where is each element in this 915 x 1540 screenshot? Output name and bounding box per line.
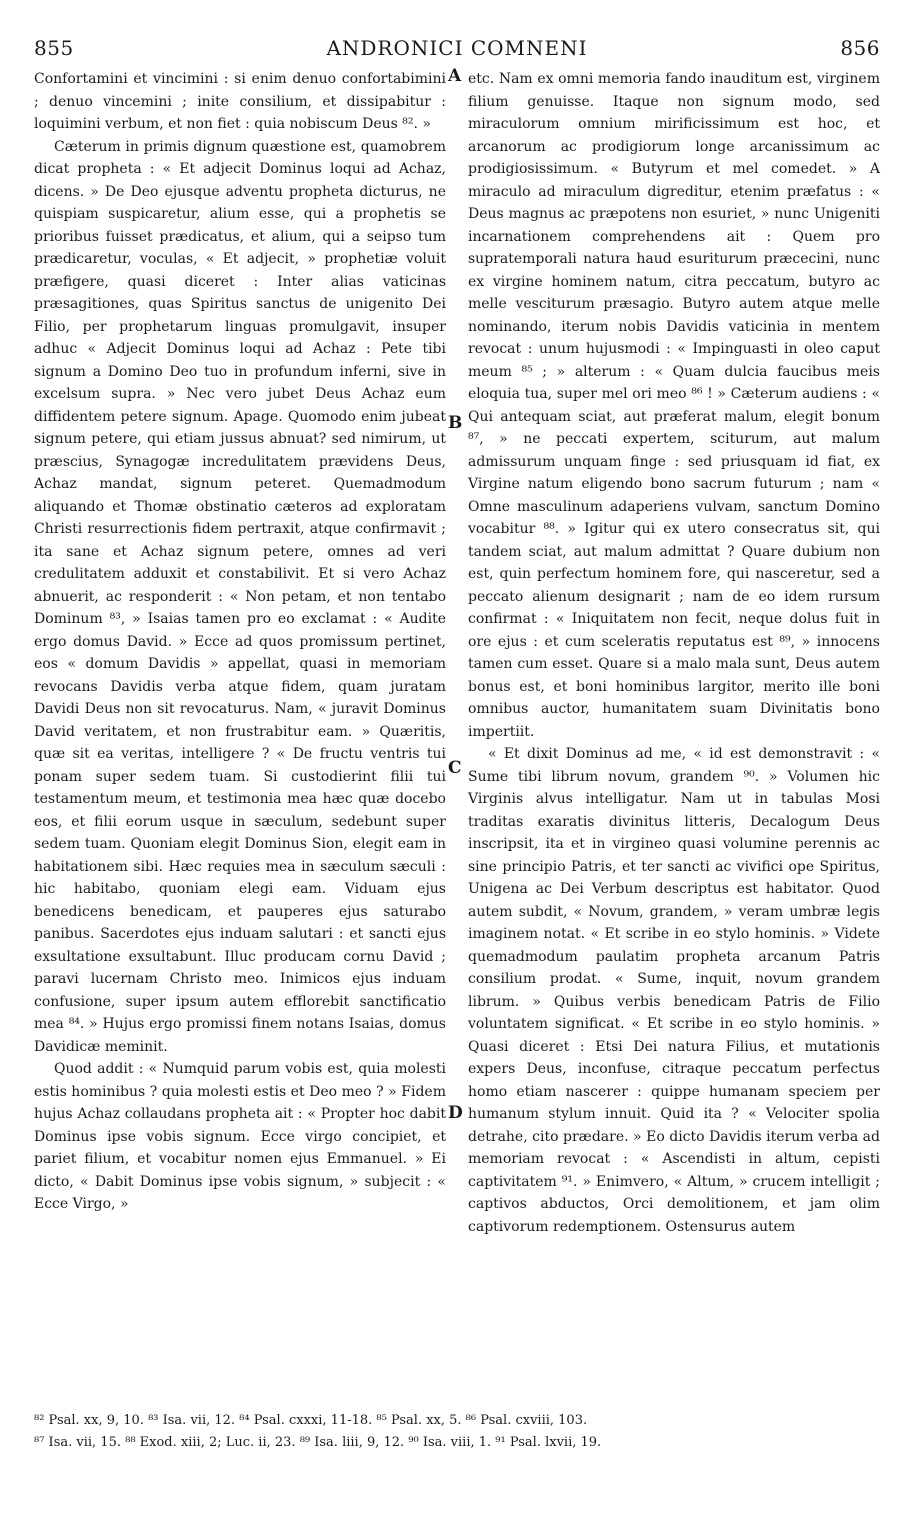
left-page-number: 855: [34, 36, 74, 60]
margin-letter-a: A: [448, 66, 462, 86]
right-paragraph-1: etc. Nam ex omni memoria fando inauditum est, virginem filium genuisse. Itaque non signum modo, sed miraculorum omnium mirificissimum est hoc, et arcanorum ac prodigiorum longe arcanissimum ac prodigiosissimum. « Butyrum et mel comedet. » A miraculo ad miraculum digreditur, etenim præfatus : « Deus magnus ac præpotens non esuriet, » nunc Unigeniti incarnationem comprehendens ait : Quem pro supratemporali natura haud esuriturum præcecini, nunc ex virgine hominem natum, citra peccatum, butyro ac melle vesciturum præsagio. Butyro autem atque melle nominando, iterum nobis Davidis vaticinia in mentem revocat : unum hujusmodi : « Impinguasti in oleo caput meum ⁸⁵ ; » alterum : « Quam dulcia faucibus meis eloquia tua, super mel ori meo ⁸⁶ ! » Cæterum audiens : « Qui antequam sciat, aut præferat malum, elegit bonum ⁸⁷, » ne peccati expertem, sciturum, aut malum admissurum unquam finge : sed priusquam id fiat, ex Virgine natum eligendo bono sacrum futurum ; nam « Omne masculinum adaperiens vulvam, sanctum Domino vocabitur ⁸⁸. » Igitur qui ex utero consecratus sit, qui tandem sciat, aut malum admittat ? Quare dubium non est, quin perfectum hominem fore, qui nasceretur, sed a peccato alienum designarit ; nam de eo idem rursum confirmat : « Iniquitatem non fecit, neque dolus fuit in ore ejus : et cum sceleratis reputatus est ⁸⁹, » innocens tamen cum esset. Quare si a malo mala sunt, Deus autem bonus est, et boni hominibus largitor, merito ille boni omnibus auctor, humanitatem suam Divinitatis bono impertiit.: [468, 71, 880, 740]
margin-letter-b: B: [448, 413, 463, 433]
right-page-number: 856: [840, 36, 880, 60]
left-paragraph-3: Quod addit : « Numquid parum vobis est, quia molesti estis hominibus ? quia molesti estis et Deo meo ? » Fidem hujus Achaz collaudans propheta ait : « Propter hoc dabit Dominus ipse vobis signum. Ecce virgo concipiet, et pariet filium, et vocabitur nomen ejus Emmanuel. » Ei dicto, « Dabit Dominus ipse vobis signum, » subjecit : « Ecce Virgo, »: [34, 1061, 446, 1212]
page-header: [34, 36, 880, 64]
margin-letter-c: C: [448, 758, 462, 778]
footnote-line-1: ⁸² Psal. xx, 9, 10. ⁸³ Isa. vii, 12. ⁸⁴ Psal. cxxxi, 11-18. ⁸⁵ Psal. xx, 5. ⁸⁶ Psal. cxviii, 103.: [34, 1413, 588, 1428]
right-column: [468, 68, 880, 1238]
left-column: [34, 68, 446, 1216]
left-paragraph-2: Cæterum in primis dignum quæstione est, quamobrem dicat propheta : « Et adjecit Dominus loqui ad Achaz, dicens. » De Deo ejusque adventu propheta dicturus, ne quispiam suspicaretur, alium esse, qui a prophetis se prioribus fuisset prædicatus, et alium, qui a seipso tum prædicaretur, voculas, « Et adjecit, » prophetiæ voluit præfigere, quasi diceret : Inter alias vaticinas præsagitiones, quas Spiritus sanctus de unigenito Dei Filio, per prophetarum linguas promulgavit, insuper adhuc « Adjecit Dominus loqui ad Achaz : Pete tibi signum a Domino Deo tuo in profundum inferni, sive in excelsum supra. » Nec vero jubet Deus Achaz eum diffidentem petere signum. Apage. Quomodo enim jubeat signum petere, qui etiam jussus abnuat? sed nimirum, ut præscius, Synagogæ incredulitatem prævidens Deus, Achaz mandat, signum peteret. Quemadmodum aliquando et Thomæ obstinatio cæteros ad exploratam Christi resurrectionis fidem pertraxit, atque confirmavit ; ita sane et Achaz signum petere, omnes ad veri credulitatem adduxit et constabilivit. Et si vero Achaz abnuerit, ac responderit : « Non petam, et non tentabo Dominum ⁸³, » Isaias tamen pro eo exclamat : « Audite ergo domus David. » Ecce ad quos promissum pertinet, eos « domum Davidis » appellat, quasi in memoriam revocans Davidis verba atque fidem, quam juratam Davidi Deus non sit revocaturus. Nam, « juravit Dominus David veritatem, et non frustrabitur eam. » Quæritis, quæ sit ea veritas, intelligere ? « De fructu ventris tui ponam super sedem tuam. Si custodierint filii tui testamentum meum, et testimonia mea hæc quæ docebo eos, et filii eorum usque in sæculum, sedebunt super sedem tuam. Quoniam elegit Dominus Sion, elegit eam in habitationem sibi. Hæc requies mea in sæculum sæculi : hic habitabo, quoniam elegi eam. Viduam ejus benedicens benedicam, et pauperes ejus saturabo panibus. Sacerdotes ejus induam salutari : et sancti ejus exsultatione exsultabunt. Illuc producam cornu David ; paravi lucernam Christo meo. Inimicos ejus induam confusione, super ipsum autem efflorebit sanctificatio mea ⁸⁴. » Hujus ergo promissi finem notans Isaias, domus Davidicæ meminit.: [34, 138, 446, 1055]
footnotes: [34, 1410, 880, 1454]
footnote-line-2: ⁸⁷ Isa. vii, 15. ⁸⁸ Exod. xiii, 2; Luc. ii, 23. ⁸⁹ Isa. liii, 9, 12. ⁹⁰ Isa. viii, 1. ⁹¹ Psal. lxvii, 19.: [34, 1435, 602, 1450]
right-paragraph-2: « Et dixit Dominus ad me, « id est demonstravit : « Sume tibi librum novum, grandem ⁹⁰. » Volumen hic Virginis alvus intelligatur. Nam ut in tabulas Mosi traditas exaratis divinitus litteris, Decalogum Deus inscripsit, ita et in virgineo quasi volumine perennis ac sine principio Patris, et ter sancti ac vivifici ope Spiritus, Unigena ac Dei Verbum descriptus est habitator. Quod autem subdit, « Novum, grandem, » veram umbræ legis imaginem notat. « Et scribe in eo stylo hominis. » Videte quemadmodum paulatim propheta arcanum Patris consilium prodat. « Sume, inquit, novum grandem librum. » Quibus verbis benedicam Patris de Filio voluntatem significat. « Et scribe in eo stylo hominis. » Quasi diceret : Etsi Dei natura Filius, et mutationis expers Deus, inconfuse, citraque peccatum perfectus homo etiam nascerer : quippe humanam speciem per humanum stylum innuit. Quid ita ? « Velociter spolia detrahe, cito prædare. » Eo dicto Davidis iterum verba ad memoriam revocat : « Ascendisti in altum, cepisti captivitatem ⁹¹. » Enimvero, « Altum, » crucem intelligit ; captivos abductos, Orci demolitionem, et jam olim captivorum redemptionem. Ostensurus autem: [468, 746, 880, 1235]
left-paragraph-1: Confortamini et vincimini : si enim denuo confortabimini ; denuo vincemini ; inite consilium, et dissipabitur : loquimini verbum, et non fiet : quia nobiscum Deus ⁸². »: [34, 71, 446, 132]
running-title: ANDRONICI COMNENI: [326, 36, 588, 60]
margin-letter-d: D: [448, 1103, 463, 1123]
